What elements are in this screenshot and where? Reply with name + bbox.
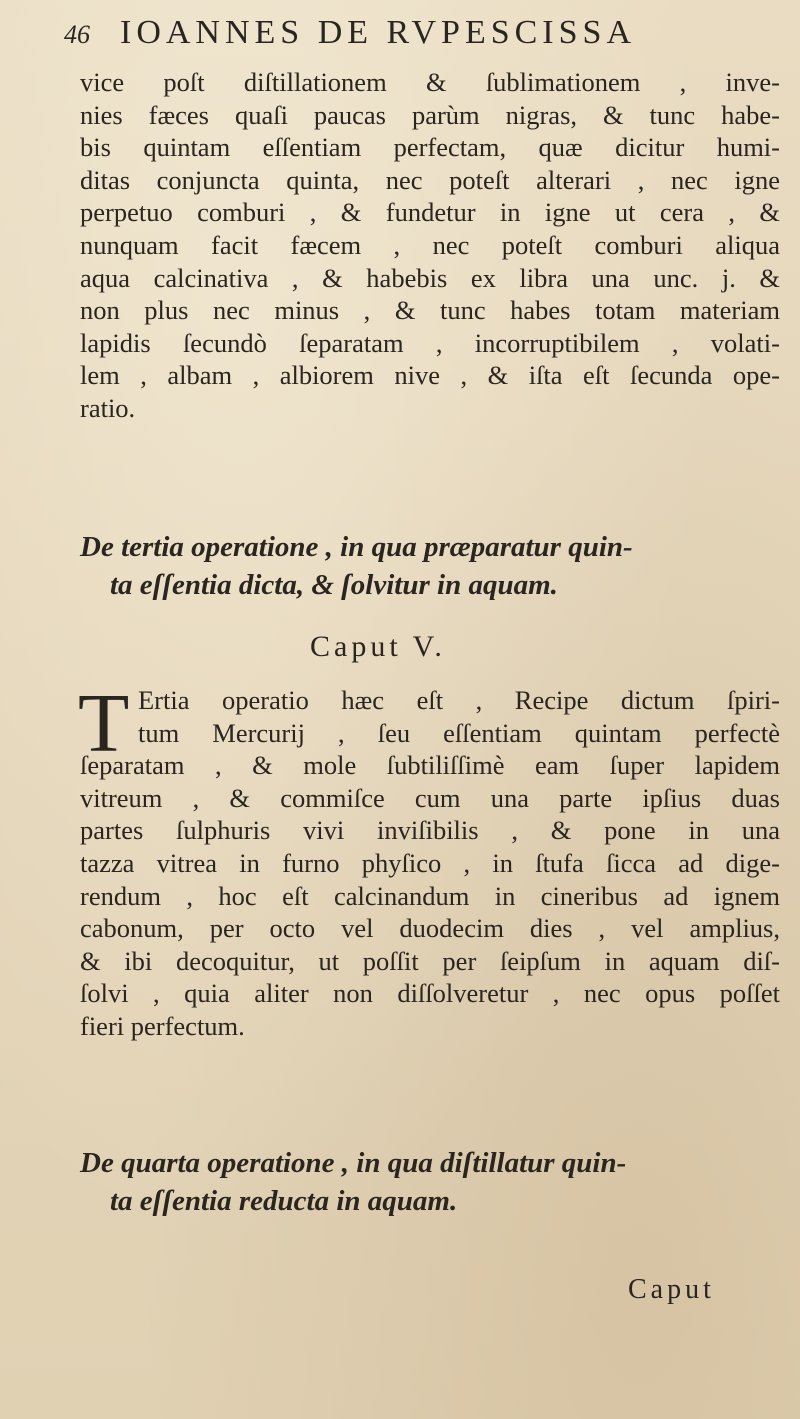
text-line: partes ſulphuris vivi inviſibilis , & pone in una — [80, 815, 780, 846]
paragraph-second — [78, 677, 780, 1043]
text-line: vice poſt diſtillationem & ſublimationem , inve- — [80, 67, 780, 97]
heading-line: ta eſſentia dicta, & ſolvitur in aquam. — [110, 569, 558, 601]
text-line: cabonum, per octo vel duodecim dies , vel amplius, — [80, 913, 780, 944]
heading-line: De quarta operatione , in qua diſtillatur quin- — [80, 1147, 627, 1179]
chapter-heading-quarta — [80, 1144, 780, 1220]
page-header — [64, 14, 744, 58]
text-line: rendum , hoc eſt calcinandum in cineribus ad ignem — [80, 880, 780, 911]
text-line: lem , albam , albiorem nive , & iſta eſt ſecunda ope- — [80, 360, 780, 391]
drop-cap: T — [78, 677, 130, 770]
text-line: fieri perfectum. — [80, 1010, 245, 1041]
text-line: perpetuo comburi , & fundetur in igne ut cera , & — [80, 197, 780, 228]
text-line: lapidis ſecundò ſeparatam , incorruptibilem , volati- — [80, 327, 780, 358]
chapter-number: Caput V. — [310, 630, 446, 663]
catchword: Caput — [628, 1274, 715, 1305]
text-line: ſeparatam , & mole ſubtiliſſimè eam ſuper lapidem — [80, 750, 780, 781]
chapter-heading-tertia — [80, 528, 780, 604]
text-line: ſolvi , quia aliter non diſſolveretur , nec opus poſſet — [80, 978, 780, 1009]
text-line: ditas conjuncta quinta, nec poteſt alterari , nec igne — [80, 164, 780, 195]
text-line: nies fæces quaſi paucas parùm nigras, & tunc habe- — [80, 99, 780, 130]
heading-line: De tertia operatione , in qua præparatur quin- — [80, 531, 633, 563]
page-number: 46 — [64, 20, 90, 49]
paragraph-first — [80, 66, 780, 425]
text-line: tum Mercurij , ſeu eſſentiam quintam perfectè — [138, 717, 780, 748]
text-line: aqua calcinativa , & habebis ex libra una unc. j. & — [80, 262, 780, 293]
running-head: IOANNES DE RVPESCISSA — [120, 14, 637, 51]
heading-line: ta eſſentia reducta in aquam. — [110, 1185, 458, 1217]
text-line: ratio. — [80, 392, 136, 423]
text-line: & ibi decoquitur, ut poſſit per ſeipſum in aquam diſ- — [80, 945, 780, 976]
text-line: non plus nec minus , & tunc habes totam materiam — [80, 295, 780, 326]
text-line: tazza vitrea in furno phyſico , in ſtufa ſicca ad dige- — [80, 847, 780, 878]
text-line: Ertia operatio hæc eſt , Recipe dictum ſpiri- — [138, 685, 780, 715]
text-line: bis quintam eſſentiam perfectam, quæ dicitur humi- — [80, 132, 780, 163]
text-line: nunquam facit fæcem , nec poteſt comburi aliqua — [80, 229, 780, 260]
text-line: vitreum , & commiſce cum una parte ipſius duas — [80, 782, 780, 813]
